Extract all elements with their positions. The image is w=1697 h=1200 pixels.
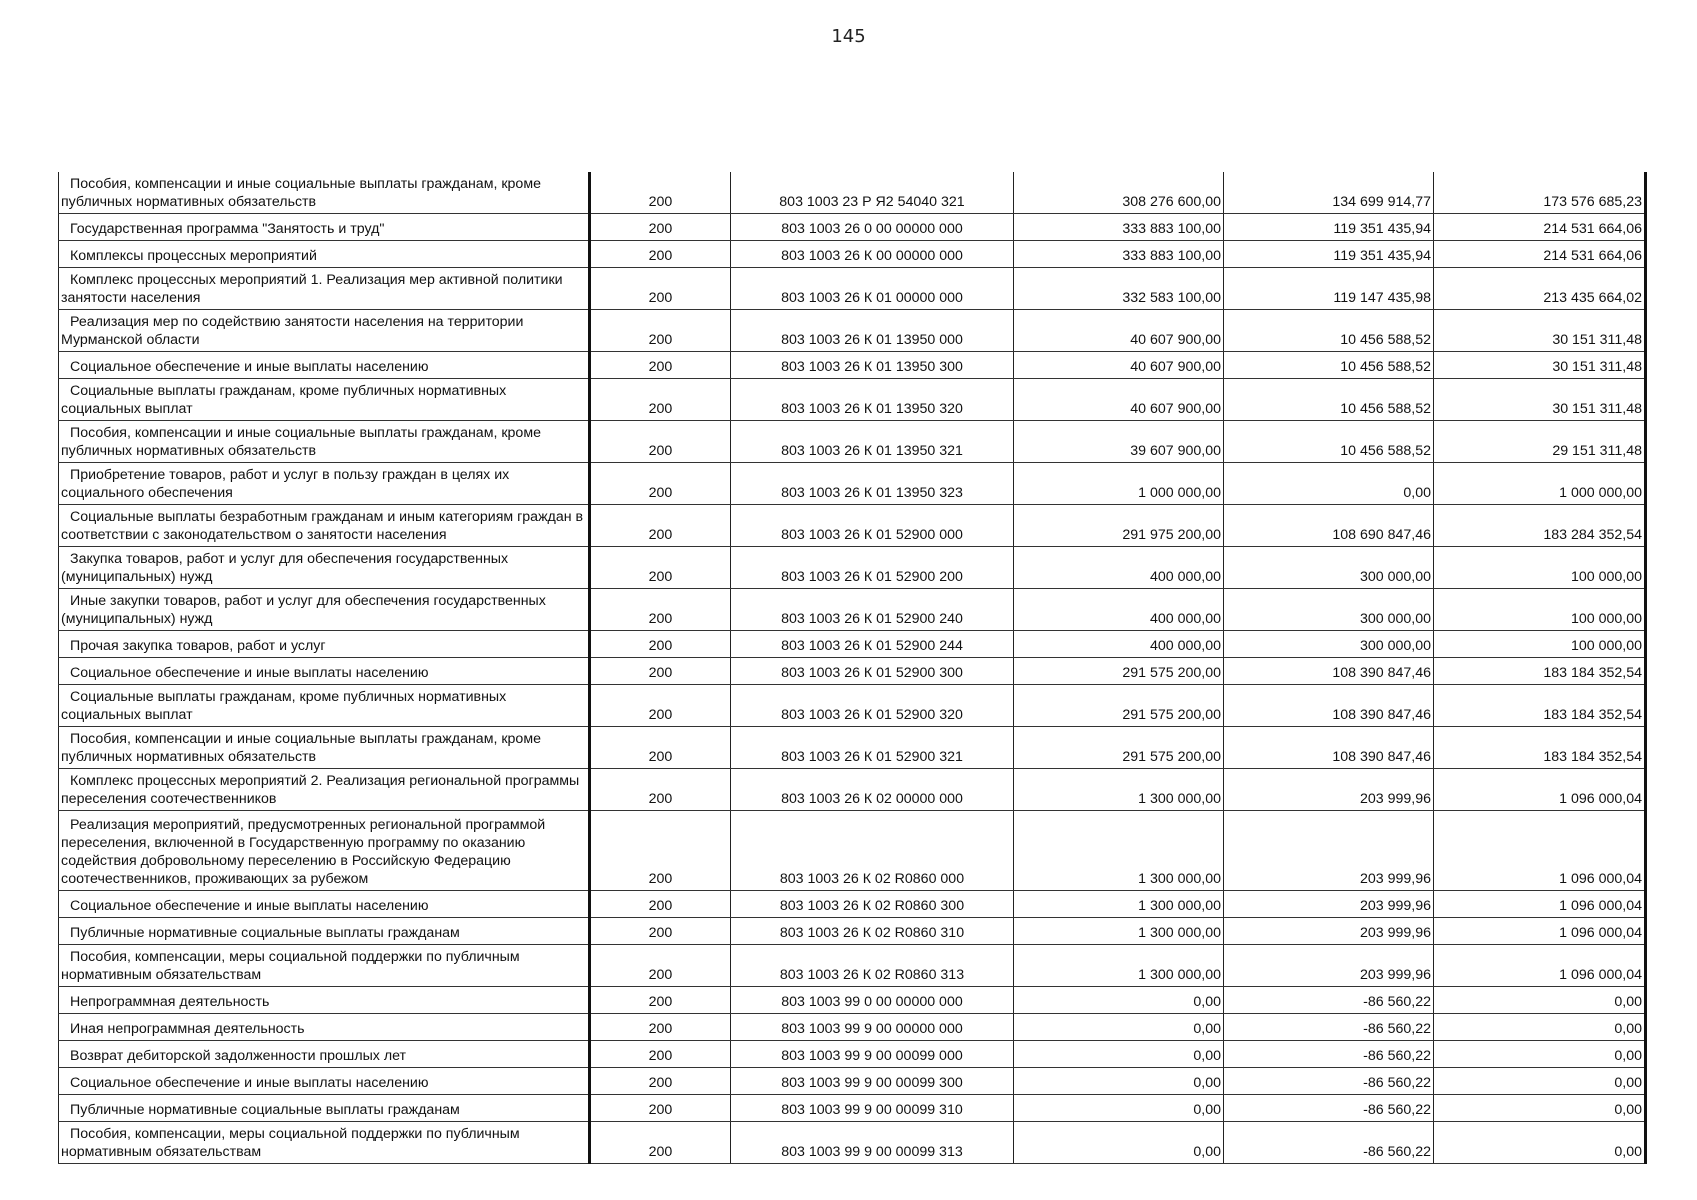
row-approved-cell: 1 300 000,00 [1014, 945, 1224, 987]
table-row [59, 918, 1646, 945]
row-kbk-cell: 803 1003 26 К 01 13950 000 [731, 310, 1014, 352]
row-code-cell: 200 [590, 268, 731, 310]
table-row [59, 1095, 1646, 1122]
row-code-cell: 200 [590, 505, 731, 547]
table-row [59, 310, 1646, 352]
row-name-cell: Социальные выплаты гражданам, кроме публичных нормативных социальных выплат [59, 379, 590, 421]
table-row [59, 214, 1646, 241]
row-approved-cell: 308 276 600,00 [1014, 172, 1224, 214]
row-executed-cell: 203 999,96 [1224, 918, 1434, 945]
row-approved-cell: 332 583 100,00 [1014, 268, 1224, 310]
row-approved-cell: 400 000,00 [1014, 631, 1224, 658]
row-unexecuted-cell: 0,00 [1434, 1041, 1646, 1068]
row-approved-cell: 0,00 [1014, 1095, 1224, 1122]
row-kbk-cell: 803 1003 26 К 02 R0860 300 [731, 891, 1014, 918]
row-code-cell: 200 [590, 310, 731, 352]
table-row [59, 352, 1646, 379]
row-approved-cell: 291 575 200,00 [1014, 727, 1224, 769]
row-unexecuted-cell: 1 096 000,04 [1434, 811, 1646, 891]
row-approved-cell: 1 300 000,00 [1014, 811, 1224, 891]
row-code-cell: 200 [590, 547, 731, 589]
row-name-cell: Публичные нормативные социальные выплаты гражданам [59, 1095, 590, 1122]
page-number: 145 [831, 26, 866, 47]
row-unexecuted-cell: 173 576 685,23 [1434, 172, 1646, 214]
row-executed-cell: 203 999,96 [1224, 769, 1434, 811]
row-kbk-cell: 803 1003 26 К 01 52900 321 [731, 727, 1014, 769]
row-name-cell: Прочая закупка товаров, работ и услуг [59, 631, 590, 658]
row-approved-cell: 0,00 [1014, 987, 1224, 1014]
row-kbk-cell: 803 1003 26 К 02 00000 000 [731, 769, 1014, 811]
row-unexecuted-cell: 214 531 664,06 [1434, 241, 1646, 268]
row-executed-cell: -86 560,22 [1224, 1014, 1434, 1041]
row-kbk-cell: 803 1003 99 9 00 00099 310 [731, 1095, 1014, 1122]
table-row [59, 811, 1646, 891]
table-row [59, 631, 1646, 658]
row-approved-cell: 1 000 000,00 [1014, 463, 1224, 505]
row-executed-cell: 108 390 847,46 [1224, 658, 1434, 685]
row-executed-cell: 300 000,00 [1224, 547, 1434, 589]
row-unexecuted-cell: 183 184 352,54 [1434, 658, 1646, 685]
row-unexecuted-cell: 1 096 000,04 [1434, 918, 1646, 945]
row-unexecuted-cell: 183 184 352,54 [1434, 727, 1646, 769]
row-code-cell: 200 [590, 811, 731, 891]
row-code-cell: 200 [590, 1095, 731, 1122]
row-code-cell: 200 [590, 685, 731, 727]
row-name-cell: Социальные выплаты безработным гражданам и иным категориям граждан в соответствии с законодательством о занятости населения [59, 505, 590, 547]
row-executed-cell: 300 000,00 [1224, 589, 1434, 631]
table-row [59, 379, 1646, 421]
row-name-cell: Комплекс процессных мероприятий 2. Реализация региональной программы переселения соотечественников [59, 769, 590, 811]
table-row [59, 727, 1646, 769]
row-code-cell: 200 [590, 241, 731, 268]
row-code-cell: 200 [590, 1068, 731, 1095]
row-kbk-cell: 803 1003 26 К 01 13950 300 [731, 352, 1014, 379]
row-code-cell: 200 [590, 1122, 731, 1164]
row-unexecuted-cell: 1 096 000,04 [1434, 891, 1646, 918]
row-executed-cell: -86 560,22 [1224, 1122, 1434, 1164]
row-code-cell: 200 [590, 987, 731, 1014]
row-executed-cell: 134 699 914,77 [1224, 172, 1434, 214]
table-row [59, 421, 1646, 463]
row-name-cell: Социальное обеспечение и иные выплаты населению [59, 352, 590, 379]
row-code-cell: 200 [590, 421, 731, 463]
row-unexecuted-cell: 214 531 664,06 [1434, 214, 1646, 241]
row-name-cell: Государственная программа "Занятость и труд" [59, 214, 590, 241]
row-name-cell: Закупка товаров, работ и услуг для обеспечения государственных (муниципальных) нужд [59, 547, 590, 589]
row-unexecuted-cell: 29 151 311,48 [1434, 421, 1646, 463]
row-executed-cell: 10 456 588,52 [1224, 421, 1434, 463]
row-approved-cell: 400 000,00 [1014, 547, 1224, 589]
row-code-cell: 200 [590, 379, 731, 421]
row-name-cell: Непрограммная деятельность [59, 987, 590, 1014]
row-executed-cell: 108 690 847,46 [1224, 505, 1434, 547]
row-executed-cell: 108 390 847,46 [1224, 685, 1434, 727]
row-approved-cell: 40 607 900,00 [1014, 352, 1224, 379]
row-name-cell: Комплекс процессных мероприятий 1. Реализация мер активной политики занятости населения [59, 268, 590, 310]
row-unexecuted-cell: 0,00 [1434, 987, 1646, 1014]
table-row [59, 1068, 1646, 1095]
row-name-cell: Пособия, компенсации, меры социальной поддержки по публичным нормативным обязательствам [59, 1122, 590, 1164]
row-executed-cell: -86 560,22 [1224, 1041, 1434, 1068]
row-code-cell: 200 [590, 891, 731, 918]
row-unexecuted-cell: 30 151 311,48 [1434, 379, 1646, 421]
row-name-cell: Социальное обеспечение и иные выплаты населению [59, 658, 590, 685]
row-approved-cell: 40 607 900,00 [1014, 379, 1224, 421]
row-approved-cell: 1 300 000,00 [1014, 891, 1224, 918]
table-row [59, 945, 1646, 987]
row-kbk-cell: 803 1003 26 К 00 00000 000 [731, 241, 1014, 268]
row-executed-cell: 203 999,96 [1224, 891, 1434, 918]
row-executed-cell: 108 390 847,46 [1224, 727, 1434, 769]
row-code-cell: 200 [590, 463, 731, 505]
row-kbk-cell: 803 1003 26 К 01 00000 000 [731, 268, 1014, 310]
row-kbk-cell: 803 1003 26 К 02 R0860 000 [731, 811, 1014, 891]
row-executed-cell: 119 351 435,94 [1224, 241, 1434, 268]
row-name-cell: Иная непрограммная деятельность [59, 1014, 590, 1041]
row-code-cell: 200 [590, 631, 731, 658]
table-row [59, 685, 1646, 727]
row-approved-cell: 0,00 [1014, 1041, 1224, 1068]
row-executed-cell: 119 351 435,94 [1224, 214, 1434, 241]
row-approved-cell: 0,00 [1014, 1014, 1224, 1041]
row-name-cell: Реализация мер по содействию занятости населения на территории Мурманской области [59, 310, 590, 352]
table-row [59, 1122, 1646, 1164]
row-unexecuted-cell: 100 000,00 [1434, 631, 1646, 658]
row-kbk-cell: 803 1003 26 К 01 52900 320 [731, 685, 1014, 727]
row-name-cell: Социальное обеспечение и иные выплаты населению [59, 1068, 590, 1095]
table-body [59, 172, 1646, 1164]
row-approved-cell: 40 607 900,00 [1014, 310, 1224, 352]
table-row [59, 589, 1646, 631]
row-kbk-cell: 803 1003 26 К 01 13950 321 [731, 421, 1014, 463]
row-executed-cell: 119 147 435,98 [1224, 268, 1434, 310]
row-unexecuted-cell: 213 435 664,02 [1434, 268, 1646, 310]
row-executed-cell: -86 560,22 [1224, 1095, 1434, 1122]
row-kbk-cell: 803 1003 26 0 00 00000 000 [731, 214, 1014, 241]
table-row [59, 1014, 1646, 1041]
row-code-cell: 200 [590, 658, 731, 685]
row-executed-cell: 10 456 588,52 [1224, 379, 1434, 421]
row-name-cell: Публичные нормативные социальные выплаты гражданам [59, 918, 590, 945]
table-row [59, 891, 1646, 918]
row-approved-cell: 291 575 200,00 [1014, 658, 1224, 685]
row-executed-cell: 10 456 588,52 [1224, 310, 1434, 352]
table-row [59, 547, 1646, 589]
row-kbk-cell: 803 1003 26 К 01 52900 300 [731, 658, 1014, 685]
row-name-cell: Возврат дебиторской задолженности прошлых лет [59, 1041, 590, 1068]
row-unexecuted-cell: 30 151 311,48 [1434, 352, 1646, 379]
row-unexecuted-cell: 0,00 [1434, 1122, 1646, 1164]
row-name-cell: Комплексы процессных мероприятий [59, 241, 590, 268]
row-kbk-cell: 803 1003 99 9 00 00099 300 [731, 1068, 1014, 1095]
row-executed-cell: 203 999,96 [1224, 811, 1434, 891]
row-name-cell: Социальные выплаты гражданам, кроме публичных нормативных социальных выплат [59, 685, 590, 727]
row-kbk-cell: 803 1003 99 9 00 00099 000 [731, 1041, 1014, 1068]
row-approved-cell: 291 975 200,00 [1014, 505, 1224, 547]
row-name-cell: Пособия, компенсации и иные социальные выплаты гражданам, кроме публичных нормативных обязательств [59, 421, 590, 463]
row-code-cell: 200 [590, 1014, 731, 1041]
row-unexecuted-cell: 0,00 [1434, 1014, 1646, 1041]
row-name-cell: Пособия, компенсации и иные социальные выплаты гражданам, кроме публичных нормативных обязательств [59, 172, 590, 214]
row-approved-cell: 0,00 [1014, 1068, 1224, 1095]
row-name-cell: Пособия, компенсации и иные социальные выплаты гражданам, кроме публичных нормативных обязательств [59, 727, 590, 769]
row-approved-cell: 291 575 200,00 [1014, 685, 1224, 727]
row-name-cell: Пособия, компенсации, меры социальной поддержки по публичным нормативным обязательствам [59, 945, 590, 987]
row-kbk-cell: 803 1003 99 9 00 00000 000 [731, 1014, 1014, 1041]
row-code-cell: 200 [590, 945, 731, 987]
row-kbk-cell: 803 1003 26 К 01 52900 200 [731, 547, 1014, 589]
row-code-cell: 200 [590, 769, 731, 811]
row-unexecuted-cell: 30 151 311,48 [1434, 310, 1646, 352]
row-unexecuted-cell: 1 096 000,04 [1434, 945, 1646, 987]
row-kbk-cell: 803 1003 99 9 00 00099 313 [731, 1122, 1014, 1164]
table-row [59, 658, 1646, 685]
row-approved-cell: 0,00 [1014, 1122, 1224, 1164]
row-name-cell: Социальное обеспечение и иные выплаты населению [59, 891, 590, 918]
row-kbk-cell: 803 1003 26 К 01 13950 323 [731, 463, 1014, 505]
row-unexecuted-cell: 0,00 [1434, 1068, 1646, 1095]
row-approved-cell: 1 300 000,00 [1014, 769, 1224, 811]
row-executed-cell: 10 456 588,52 [1224, 352, 1434, 379]
row-executed-cell: 0,00 [1224, 463, 1434, 505]
row-unexecuted-cell: 183 284 352,54 [1434, 505, 1646, 547]
row-executed-cell: 300 000,00 [1224, 631, 1434, 658]
budget-execution-table [58, 172, 1647, 1164]
row-name-cell: Приобретение товаров, работ и услуг в пользу граждан в целях их социального обеспечения [59, 463, 590, 505]
table-row [59, 268, 1646, 310]
row-kbk-cell: 803 1003 26 К 01 52900 240 [731, 589, 1014, 631]
row-approved-cell: 333 883 100,00 [1014, 241, 1224, 268]
row-kbk-cell: 803 1003 99 0 00 00000 000 [731, 987, 1014, 1014]
row-code-cell: 200 [590, 352, 731, 379]
row-kbk-cell: 803 1003 23 Р Я2 54040 321 [731, 172, 1014, 214]
row-code-cell: 200 [590, 727, 731, 769]
row-executed-cell: 203 999,96 [1224, 945, 1434, 987]
row-name-cell: Иные закупки товаров, работ и услуг для обеспечения государственных (муниципальных) нужд [59, 589, 590, 631]
row-code-cell: 200 [590, 172, 731, 214]
row-kbk-cell: 803 1003 26 К 01 13950 320 [731, 379, 1014, 421]
row-approved-cell: 333 883 100,00 [1014, 214, 1224, 241]
row-approved-cell: 400 000,00 [1014, 589, 1224, 631]
row-unexecuted-cell: 100 000,00 [1434, 547, 1646, 589]
row-code-cell: 200 [590, 589, 731, 631]
row-approved-cell: 39 607 900,00 [1014, 421, 1224, 463]
row-kbk-cell: 803 1003 26 К 02 R0860 313 [731, 945, 1014, 987]
row-executed-cell: -86 560,22 [1224, 987, 1434, 1014]
row-name-cell: Реализация мероприятий, предусмотренных региональной программой переселения, включенной в Государственную программу по оказанию содействия добровольному переселению в Российскую Федерацию соотечественников, проживающих за рубежом [59, 811, 590, 891]
row-code-cell: 200 [590, 214, 731, 241]
row-kbk-cell: 803 1003 26 К 02 R0860 310 [731, 918, 1014, 945]
table-row [59, 769, 1646, 811]
table-row [59, 172, 1646, 214]
table-row [59, 463, 1646, 505]
row-unexecuted-cell: 100 000,00 [1434, 589, 1646, 631]
row-kbk-cell: 803 1003 26 К 01 52900 000 [731, 505, 1014, 547]
row-code-cell: 200 [590, 1041, 731, 1068]
row-unexecuted-cell: 0,00 [1434, 1095, 1646, 1122]
row-executed-cell: -86 560,22 [1224, 1068, 1434, 1095]
row-approved-cell: 1 300 000,00 [1014, 918, 1224, 945]
row-unexecuted-cell: 1 096 000,04 [1434, 769, 1646, 811]
row-code-cell: 200 [590, 918, 731, 945]
table-row [59, 241, 1646, 268]
table-row [59, 1041, 1646, 1068]
table-row [59, 987, 1646, 1014]
row-unexecuted-cell: 183 184 352,54 [1434, 685, 1646, 727]
row-kbk-cell: 803 1003 26 К 01 52900 244 [731, 631, 1014, 658]
table-row [59, 505, 1646, 547]
row-unexecuted-cell: 1 000 000,00 [1434, 463, 1646, 505]
